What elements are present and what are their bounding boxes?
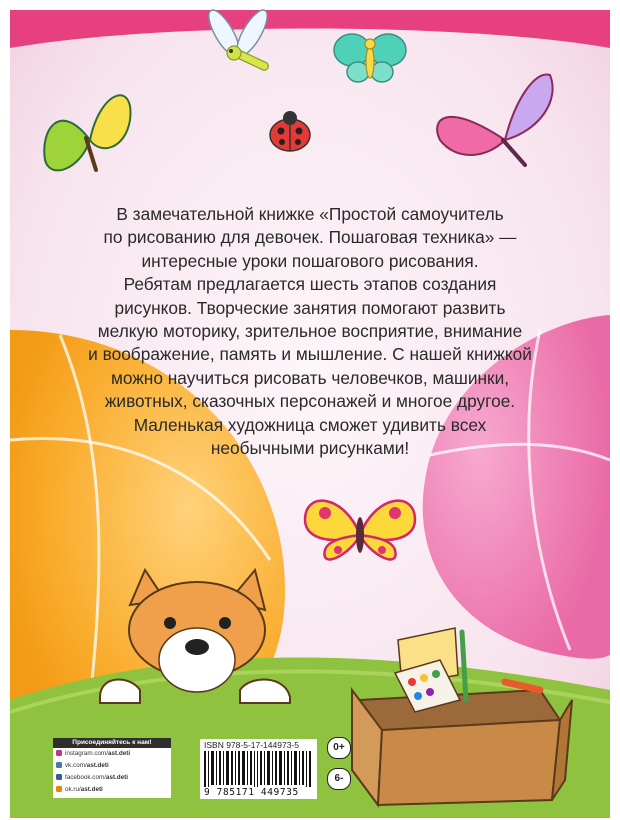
- description-line: мелкую моторику, зрительное восприятие, внимание: [97, 321, 523, 342]
- description-line: В замечательной книжке «Простой самоучитель: [116, 204, 504, 224]
- instagram-icon: [56, 750, 62, 756]
- social-links-panel: [53, 738, 171, 798]
- book-description: [60, 203, 560, 460]
- description-line: животных, сказочных персонажей и многое другое.: [104, 391, 516, 412]
- isbn-number: ISBN 978-5-17-144973-5: [204, 740, 299, 750]
- isbn-block: [200, 739, 317, 799]
- description-line: и воображение, память и мышление. С нашей книжкой: [88, 344, 532, 365]
- odnoklassniki-icon: [56, 786, 62, 792]
- barcode-digits: 9 785171 449735: [204, 787, 299, 798]
- description-line: Маленькая художница сможет удивить всех: [133, 414, 487, 435]
- description-line: Ребятам предлагается шесть этапов создания: [123, 274, 497, 295]
- social-link-facebook[interactable]: facebook.com/ast.deti: [53, 772, 171, 784]
- barcode: [204, 751, 313, 787]
- age-group-badge: 6-: [327, 768, 351, 790]
- description-line: интересные уроки пошагового рисования.: [141, 250, 479, 271]
- social-link-odnoklassniki[interactable]: ok.ru/ast.deti: [53, 784, 171, 796]
- description-line: необычными рисунками!: [210, 438, 410, 459]
- social-panel-title: Присоединяйтесь к нам!: [53, 738, 171, 748]
- social-link-vk[interactable]: vk.com/ast.deti: [53, 760, 171, 772]
- age-rating-badge: 0+: [327, 737, 351, 759]
- description-line: рисунков. Творческие занятия помогают развить: [114, 297, 506, 318]
- description-line: можно научиться рисовать человечков, машинки,: [110, 367, 510, 388]
- vk-icon: [56, 762, 62, 768]
- social-link-instagram[interactable]: instagram.com/ast.deti: [53, 748, 171, 760]
- facebook-icon: [56, 774, 62, 780]
- description-line: по рисованию для девочек. Пошаговая техника» —: [103, 227, 517, 248]
